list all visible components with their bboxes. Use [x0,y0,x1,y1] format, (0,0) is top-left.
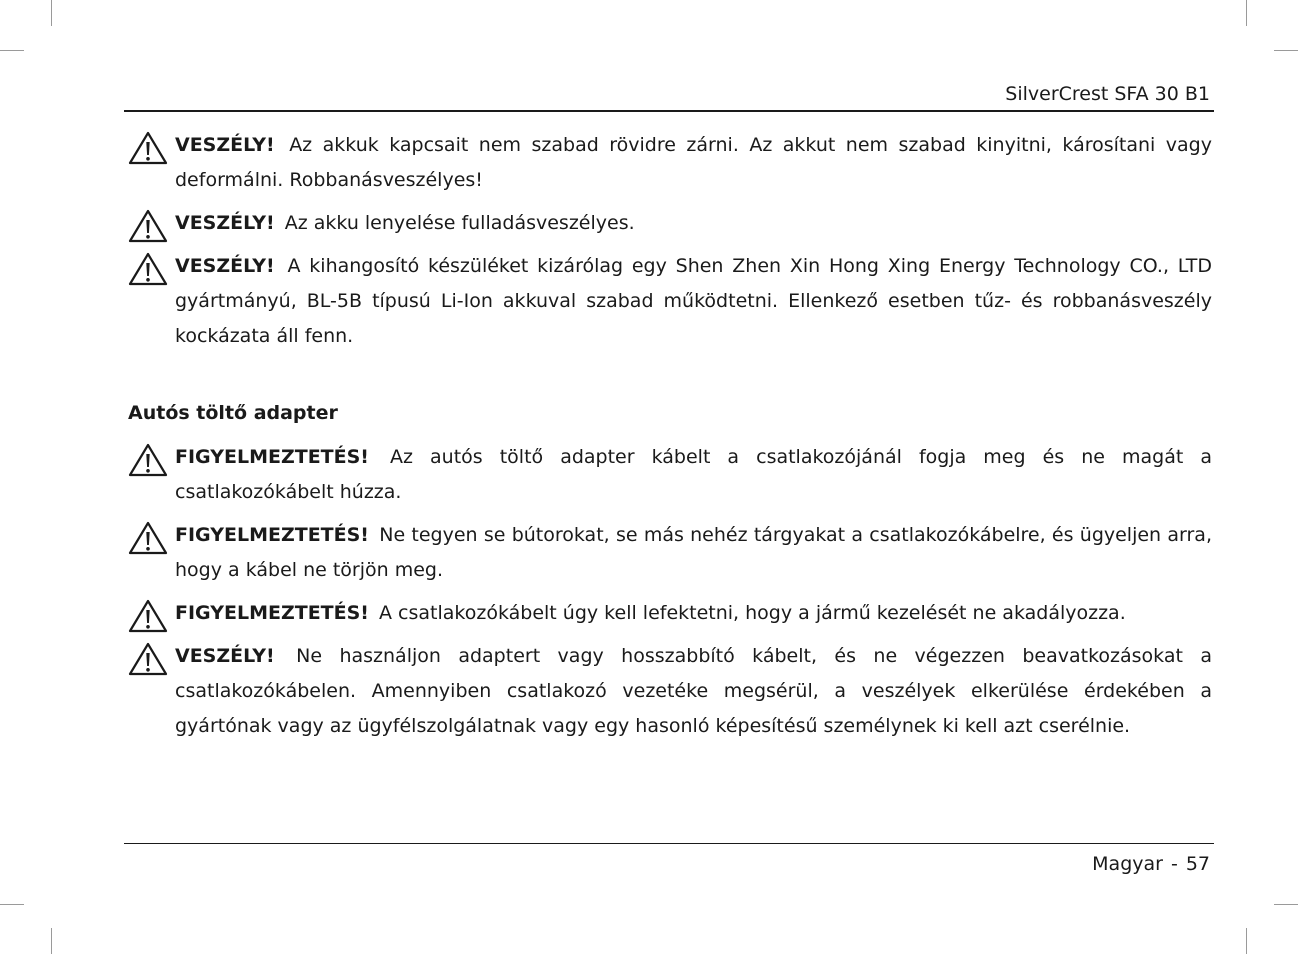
warning-item [128,639,1212,744]
warning-body: A csatlakozókábelt úgy kell lefektetni, hogy a jármű kezelését ne akadályozza. [379,602,1126,624]
section-heading: Autós töltő adapter [128,402,338,424]
warning-item [128,128,1212,198]
warning-body: Ne használjon adaptert vagy hosszabbító kábelt, és ne végezzen beavatkozásokat a csatlakozókábelen. Amennyiben csatlakozó vezetéke megsérül, a veszélyek elkerülése érdekében a gyártónak vagy az ügyfélszolgálatnak vagy egy hasonló képesítésű személynek ki kell azt cserélnie. [175,645,1212,737]
warning-label: VESZÉLY! [175,212,275,234]
page-number: 57 [1185,853,1210,875]
warning-item [128,440,1212,510]
warning-triangle-icon [128,209,168,243]
crop-mark [1246,928,1247,954]
warning-text [175,639,1212,744]
warning-body: Az akkuk kapcsait nem szabad rövidre zárni. Az akkut nem szabad kinyitni, károsítani vagy deformálni. Robbanásveszélyes! [175,134,1212,191]
warning-text [175,128,1212,198]
crop-mark [0,904,24,905]
warning-item [128,518,1212,588]
warning-text [175,206,1212,241]
warning-body: Az autós töltő adapter kábelt a csatlakozójánál fogja meg és ne magát a csatlakozókábelt húzza. [175,446,1212,503]
crop-mark [1246,0,1247,26]
crop-mark [51,928,52,954]
warning-triangle-icon [128,642,168,676]
page-footer [1092,852,1210,876]
header-rule [124,110,1214,112]
warning-text [175,440,1212,510]
warning-triangle-icon [128,521,168,555]
warning-label: FIGYELMEZTETÉS! [175,524,369,546]
warning-text [175,249,1212,354]
warning-label: VESZÉLY! [175,645,275,667]
crop-mark [51,0,52,26]
footer-rule [124,843,1214,844]
crop-mark [1274,904,1298,905]
footer-language: Magyar [1092,853,1163,875]
crop-mark [0,50,24,51]
warning-body: Az akku lenyelése fulladásveszélyes. [284,212,635,234]
footer-separator: - [1170,853,1178,875]
warning-label: FIGYELMEZTETÉS! [175,602,369,624]
warning-label: VESZÉLY! [175,255,275,277]
warning-triangle-icon [128,131,168,165]
warning-item [128,206,1212,241]
crop-mark [1274,50,1298,51]
warning-text [175,518,1212,588]
warning-body: Ne tegyen se bútorokat, se más nehéz tárgyakat a csatlakozókábelre, és ügyeljen arra, hogy a kábel ne törjön meg. [175,524,1212,581]
warning-label: VESZÉLY! [175,134,275,156]
warning-text [175,596,1212,631]
warning-body: A kihangosító készüléket kizárólag egy Shen Zhen Xin Hong Xing Energy Technology CO., LTD gyártmányú, BL-5B típusú Li-Ion akkuval szabad működtetni. Ellenkező esetben tűz- és robbanásveszély kockázata áll fenn. [175,255,1212,347]
warning-triangle-icon [128,252,168,286]
warning-item [128,596,1212,631]
warning-item [128,249,1212,354]
page-header-title: SilverCrest SFA 30 B1 [1005,83,1210,105]
warning-triangle-icon [128,599,168,633]
warning-triangle-icon [128,443,168,477]
page-content [128,128,1212,752]
warning-label: FIGYELMEZTETÉS! [175,446,369,468]
